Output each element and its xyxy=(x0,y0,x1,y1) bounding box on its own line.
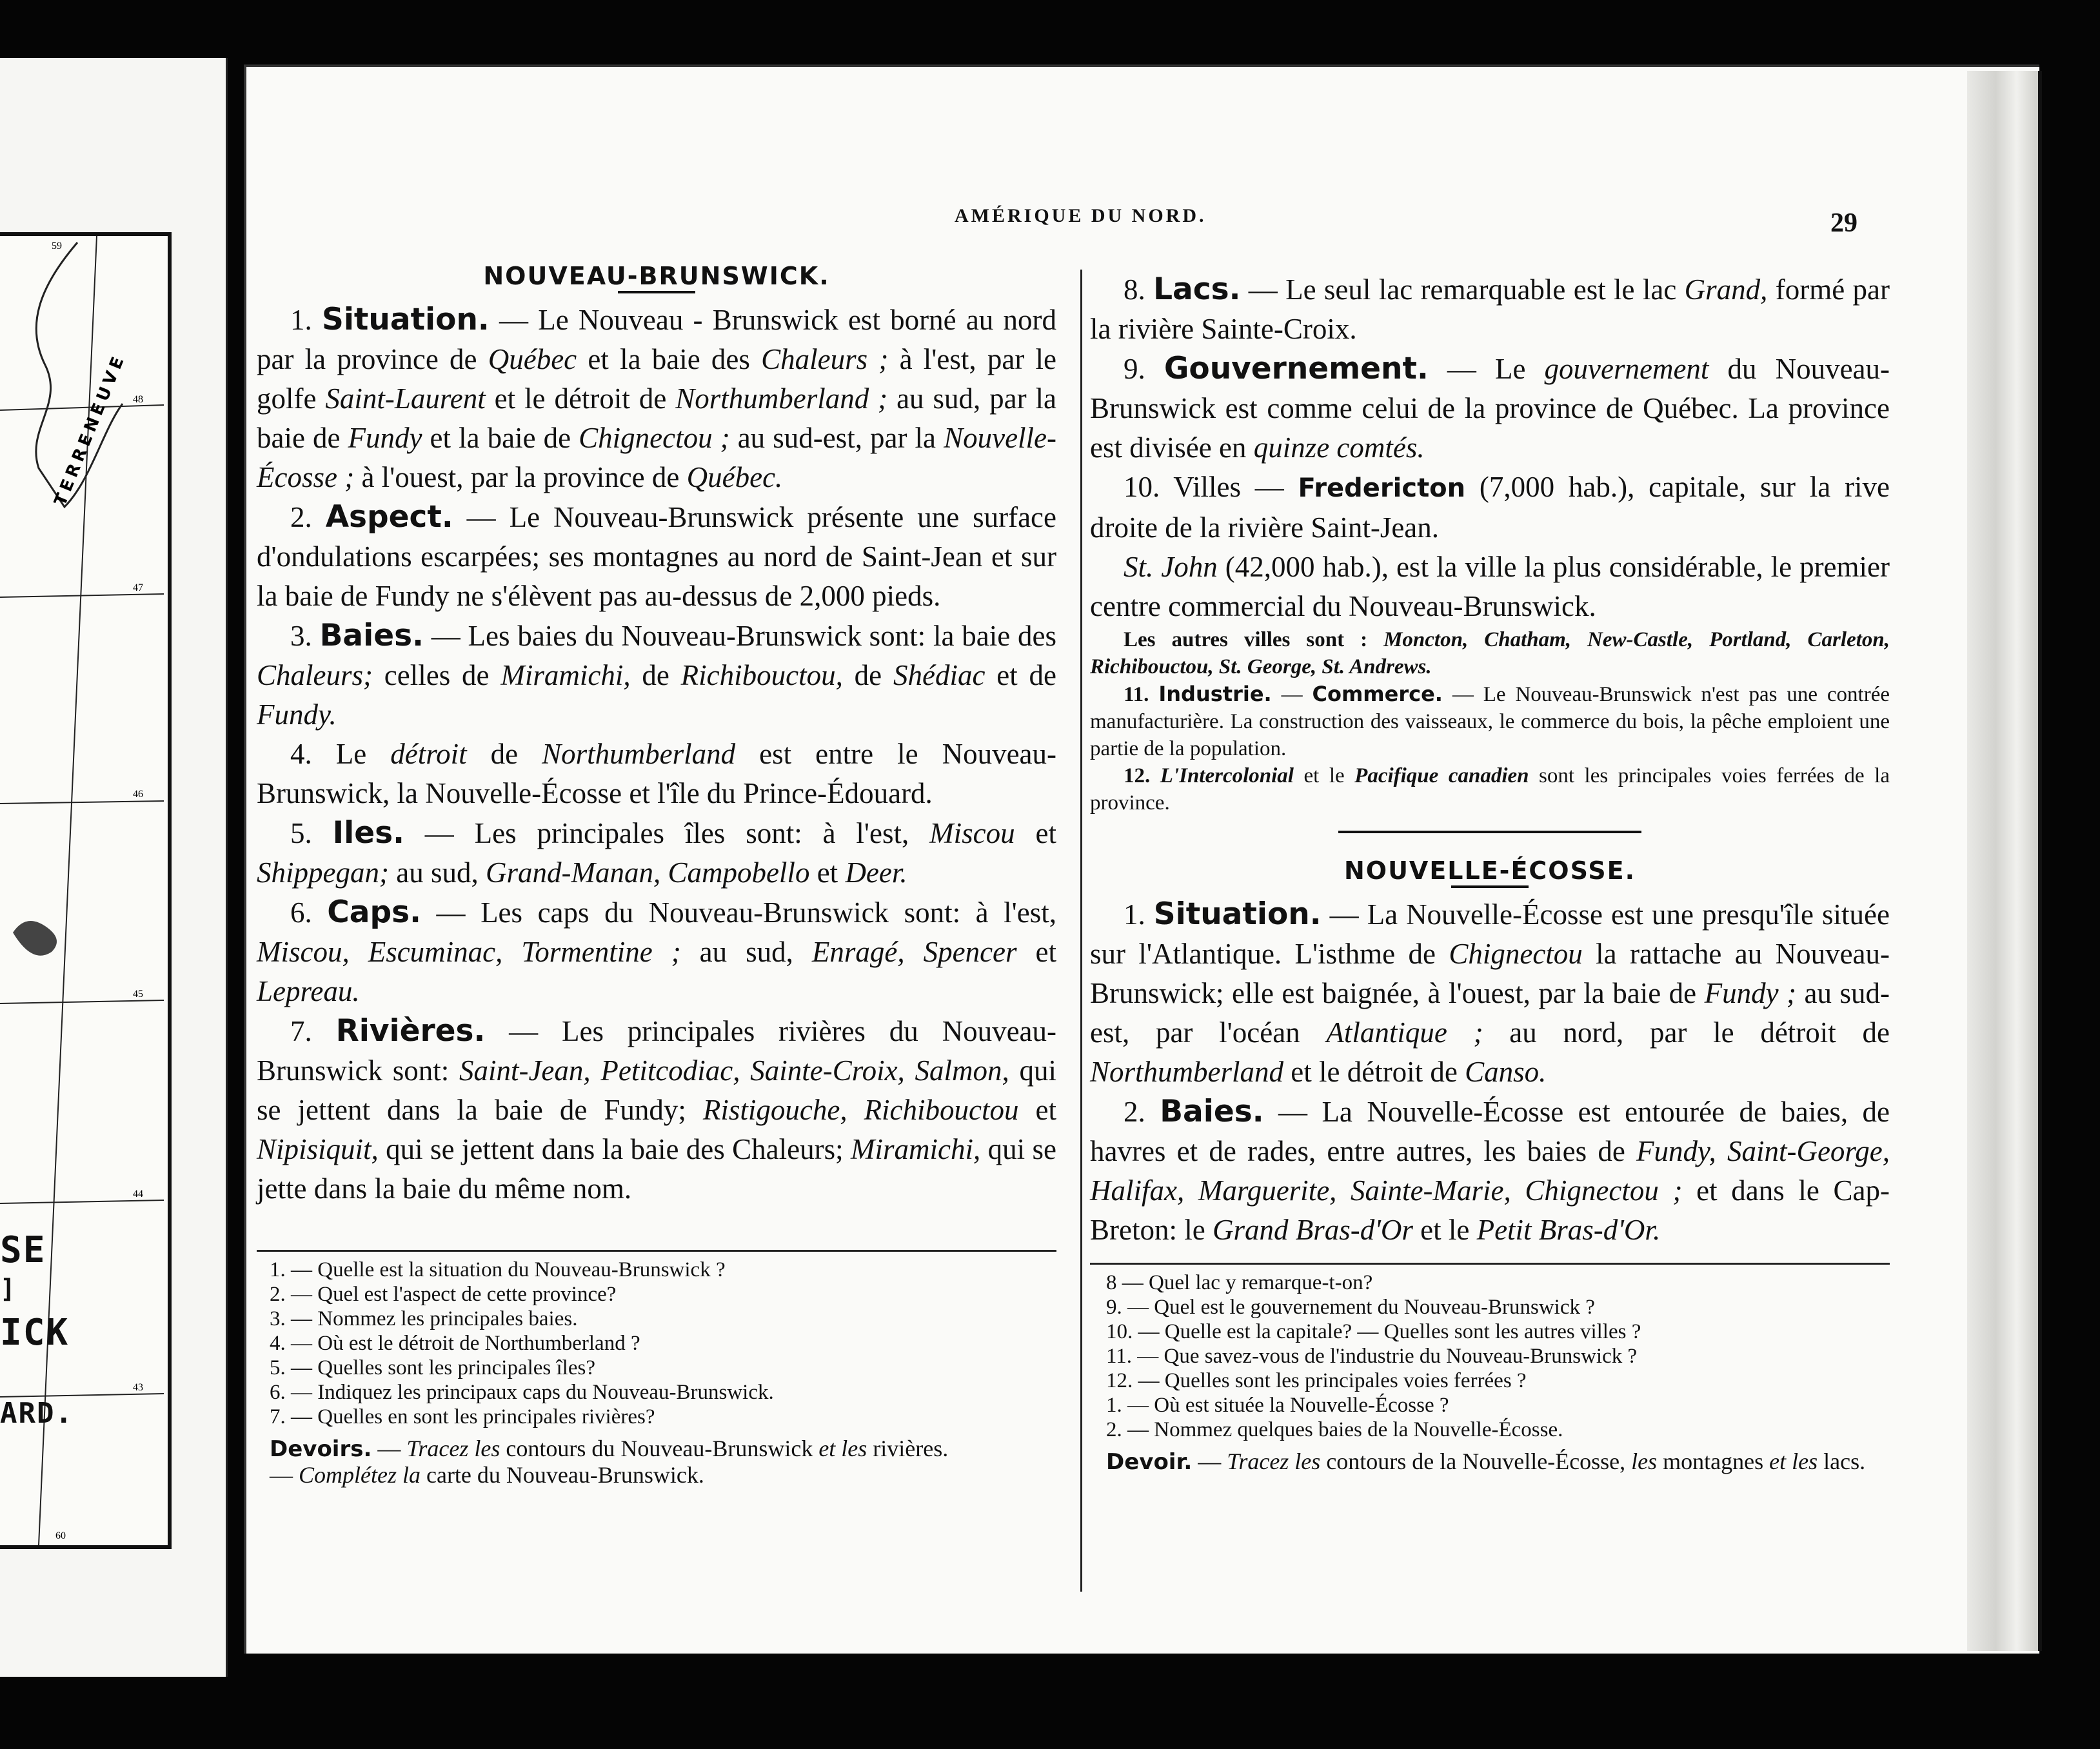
page-number: 29 xyxy=(1830,208,1857,238)
column-left xyxy=(257,257,1056,1209)
question-item: 5. — Quelles sont les principales îles? xyxy=(270,1356,595,1379)
map-tick-43: 43 xyxy=(133,1382,143,1393)
paragraph-iles: 5. Iles. — Les principales îles sont: à l'est, Miscou et Shippegan; au sud, Grand-Manan, Campobello et Deer. xyxy=(257,815,1056,889)
paragraph-autres-villes: Les autres villes sont : Moncton, Chatham, New-Castle, Portland, Carleton, Richibouctou, St. George, St. Andrews. xyxy=(1090,628,1890,678)
questions-right xyxy=(1106,1270,1893,1475)
question-item: 1. — Où est située la Nouvelle-Écosse ? xyxy=(1106,1394,1449,1417)
section-title-nouveau-brunswick: NOUVEAU-BRUNSWICK. xyxy=(483,262,830,290)
paragraph-aspect: 2. Aspect. — Le Nouveau-Brunswick présente une surface d'ondulations escarpées; ses montagnes au nord de Saint-Jean et sur la baie de Fundy ne s'élèvent pas au-dessus de 2,000 pieds. xyxy=(257,499,1057,612)
questions-rule-right xyxy=(1090,1263,1890,1265)
question-item: 2. — Nommez quelques baies de la Nouvelle-Écosse. xyxy=(1106,1418,1563,1441)
question-item: 7. — Quelles en sont les principales rivières? xyxy=(270,1405,655,1428)
map-title-fragment-3: ICK xyxy=(0,1312,70,1354)
parallel-line-48 xyxy=(0,405,164,410)
question-item: 9. — Quel est le gouvernement du Nouveau-Brunswick ? xyxy=(1106,1296,1595,1319)
paragraph-lacs: 8. Lacs. — Le seul lac remarquable est le lac Grand, formé par la rivière Sainte-Croix. xyxy=(1090,272,1890,345)
running-head: AMÉRIQUE DU NORD. xyxy=(955,205,1207,226)
question-item: 1. — Quelle est la situation du Nouveau-Brunswick ? xyxy=(270,1258,726,1281)
paragraph-gouvernement: 9. Gouvernement. — Le gouvernement du Nouveau-Brunswick est comme celui de la province de Québec. La province est divisée en quinze comtés. xyxy=(1090,351,1890,464)
paragraph-baies: 3. Baies. — Les baies du Nouveau-Brunswick sont: la baie des Chaleurs; celles de Miramichi, de Richibouctou, de Shédiac et de Fundy. xyxy=(257,618,1056,731)
map-frame xyxy=(0,232,172,1549)
map-label-terreneuve: TERRENEUVE xyxy=(50,350,130,509)
map-title-fragment-4: ARD. xyxy=(0,1397,74,1430)
column-right xyxy=(1090,270,1890,1250)
map-tick-45: 45 xyxy=(133,989,143,1000)
questions-left xyxy=(270,1258,1056,1488)
devoirs-left: Devoirs. — Tracez les contours du Nouveau-Brunswick et les rivières. — Complétez la carte du Nouveau-Brunswick. xyxy=(270,1436,949,1488)
section-separator-rule xyxy=(1338,831,1641,833)
question-item: 8 — Quel lac y remarque-t-on? xyxy=(1106,1271,1373,1294)
map-tick-46: 46 xyxy=(133,789,143,800)
map-tick-47: 47 xyxy=(133,582,143,593)
paragraph-st-john: St. John (42,000 hab.), est la ville la plus considérable, le premier centre commercial du Nouveau-Brunswick. xyxy=(1090,551,1890,622)
map-tick-60: 60 xyxy=(55,1530,66,1541)
map-tick-48: 48 xyxy=(133,394,143,405)
question-item: 11. — Que savez-vous de l'industrie du Nouveau-Brunswick ? xyxy=(1106,1345,1638,1368)
map-title-fragment-2: ] xyxy=(0,1274,17,1304)
question-item: 3. — Nommez les principales baies. xyxy=(270,1307,578,1330)
map-tick-44: 44 xyxy=(133,1189,143,1200)
parallel-line-45 xyxy=(0,1000,164,1003)
map-island-shape xyxy=(13,921,57,956)
question-item: 12. — Quelles sont les principales voies ferrées ? xyxy=(1106,1369,1527,1392)
paragraph-ne-baies: 2. Baies. — La Nouvelle-Écosse est entourée de baies, de havres et de rades, entre autres, les baies de Fundy, Saint-George, Halifax, Marguerite, Sainte-Marie, Chignectou ; et dans le Cap-Breton: le Grand Bras-d'Or et le Petit Bras-d'Or. xyxy=(1090,1094,1890,1246)
question-item: 4. — Où est le détroit de Northumberland ? xyxy=(270,1332,640,1355)
paragraph-caps: 6. Caps. — Les caps du Nouveau-Brunswick sont: à l'est, Miscou, Escuminac, Tormentine ; au sud, Enragé, Spencer et Lepreau. xyxy=(257,894,1057,1007)
parallel-line-46 xyxy=(0,801,164,804)
devoir-right: Devoir. — Tracez les contours de la Nouvelle-Écosse, les montagnes et les lacs. xyxy=(1106,1448,1866,1475)
column-divider xyxy=(1080,270,1082,1592)
paragraph-rivieres: 7. Rivières. — Les principales rivières du Nouveau-Brunswick sont: Saint-Jean, Petitcodiac, Sainte-Croix, Salmon, qui se jettent dans la baie de Fundy; Ristigouche, Richibouctou et Nipisiquit, qui se jettent dans la baie des Chaleurs; Miramichi, qui se jette dans la baie du même nom. xyxy=(257,1013,1056,1205)
section-title-nouvelle-ecosse: NOUVELLE-ÉCOSSE. xyxy=(1343,856,1636,885)
map-title-fragment-1: SE xyxy=(0,1229,46,1271)
question-item: 2. — Quel est l'aspect de cette province? xyxy=(270,1283,617,1306)
paragraph-voies-ferrees: 12. L'Intercolonial et le Pacifique canadien sont les principales voies ferrées de la province. xyxy=(1090,764,1890,815)
question-item: 10. — Quelle est la capitale? — Quelles sont les autres villes ? xyxy=(1106,1320,1641,1343)
paragraph-villes: 10. Villes — Fredericton (7,000 hab.), capitale, sur la rive droite de la rivière Saint-Jean. xyxy=(1090,471,1890,544)
paragraph-detroit: 4. Le détroit de Northumberland est entre le Nouveau-Brunswick, la Nouvelle-Écosse et l'île du Prince-Édouard. xyxy=(257,738,1056,809)
left-page-map xyxy=(0,58,228,1677)
paragraph-industrie: 11. Industrie. — Commerce. — Le Nouveau-Brunswick n'est pas une contrée manufacturière. La construction des vaisseaux, le commerce du bois, la pêche emploient une partie de la population. xyxy=(1090,682,1890,760)
paragraph-situation: 1. Situation. — Le Nouveau - Brunswick est borné au nord par la province de Québec et la baie des Chaleurs ; à l'est, par le golfe Saint-Laurent et le détroit de Northumberland ; au sud, par la baie de Fundy et la baie de Chignectou ; au sud-est, par la Nouvelle-Écosse ; à l'ouest, par la province de Québec. xyxy=(257,302,1057,493)
parallel-line-44 xyxy=(0,1200,164,1203)
page-edge-stack xyxy=(1967,71,2042,1651)
paragraph-ne-situation: 1. Situation. — La Nouvelle-Écosse est une presqu'île située sur l'Atlantique. L'isthme de Chignectou la rattache au Nouveau-Brunswick; elle est baignée, à l'ouest, par la baie de Fundy ; au sud-est, par l'océan Atlantique ; au nord, par le détroit de Northumberland et le détroit de Canso. xyxy=(1090,896,1890,1088)
parallel-line-47 xyxy=(0,594,164,597)
question-item: 6. — Indiquez les principaux caps du Nouveau-Brunswick. xyxy=(270,1381,774,1404)
map-tick-59: 59 xyxy=(52,241,62,252)
questions-rule-left xyxy=(257,1250,1056,1252)
